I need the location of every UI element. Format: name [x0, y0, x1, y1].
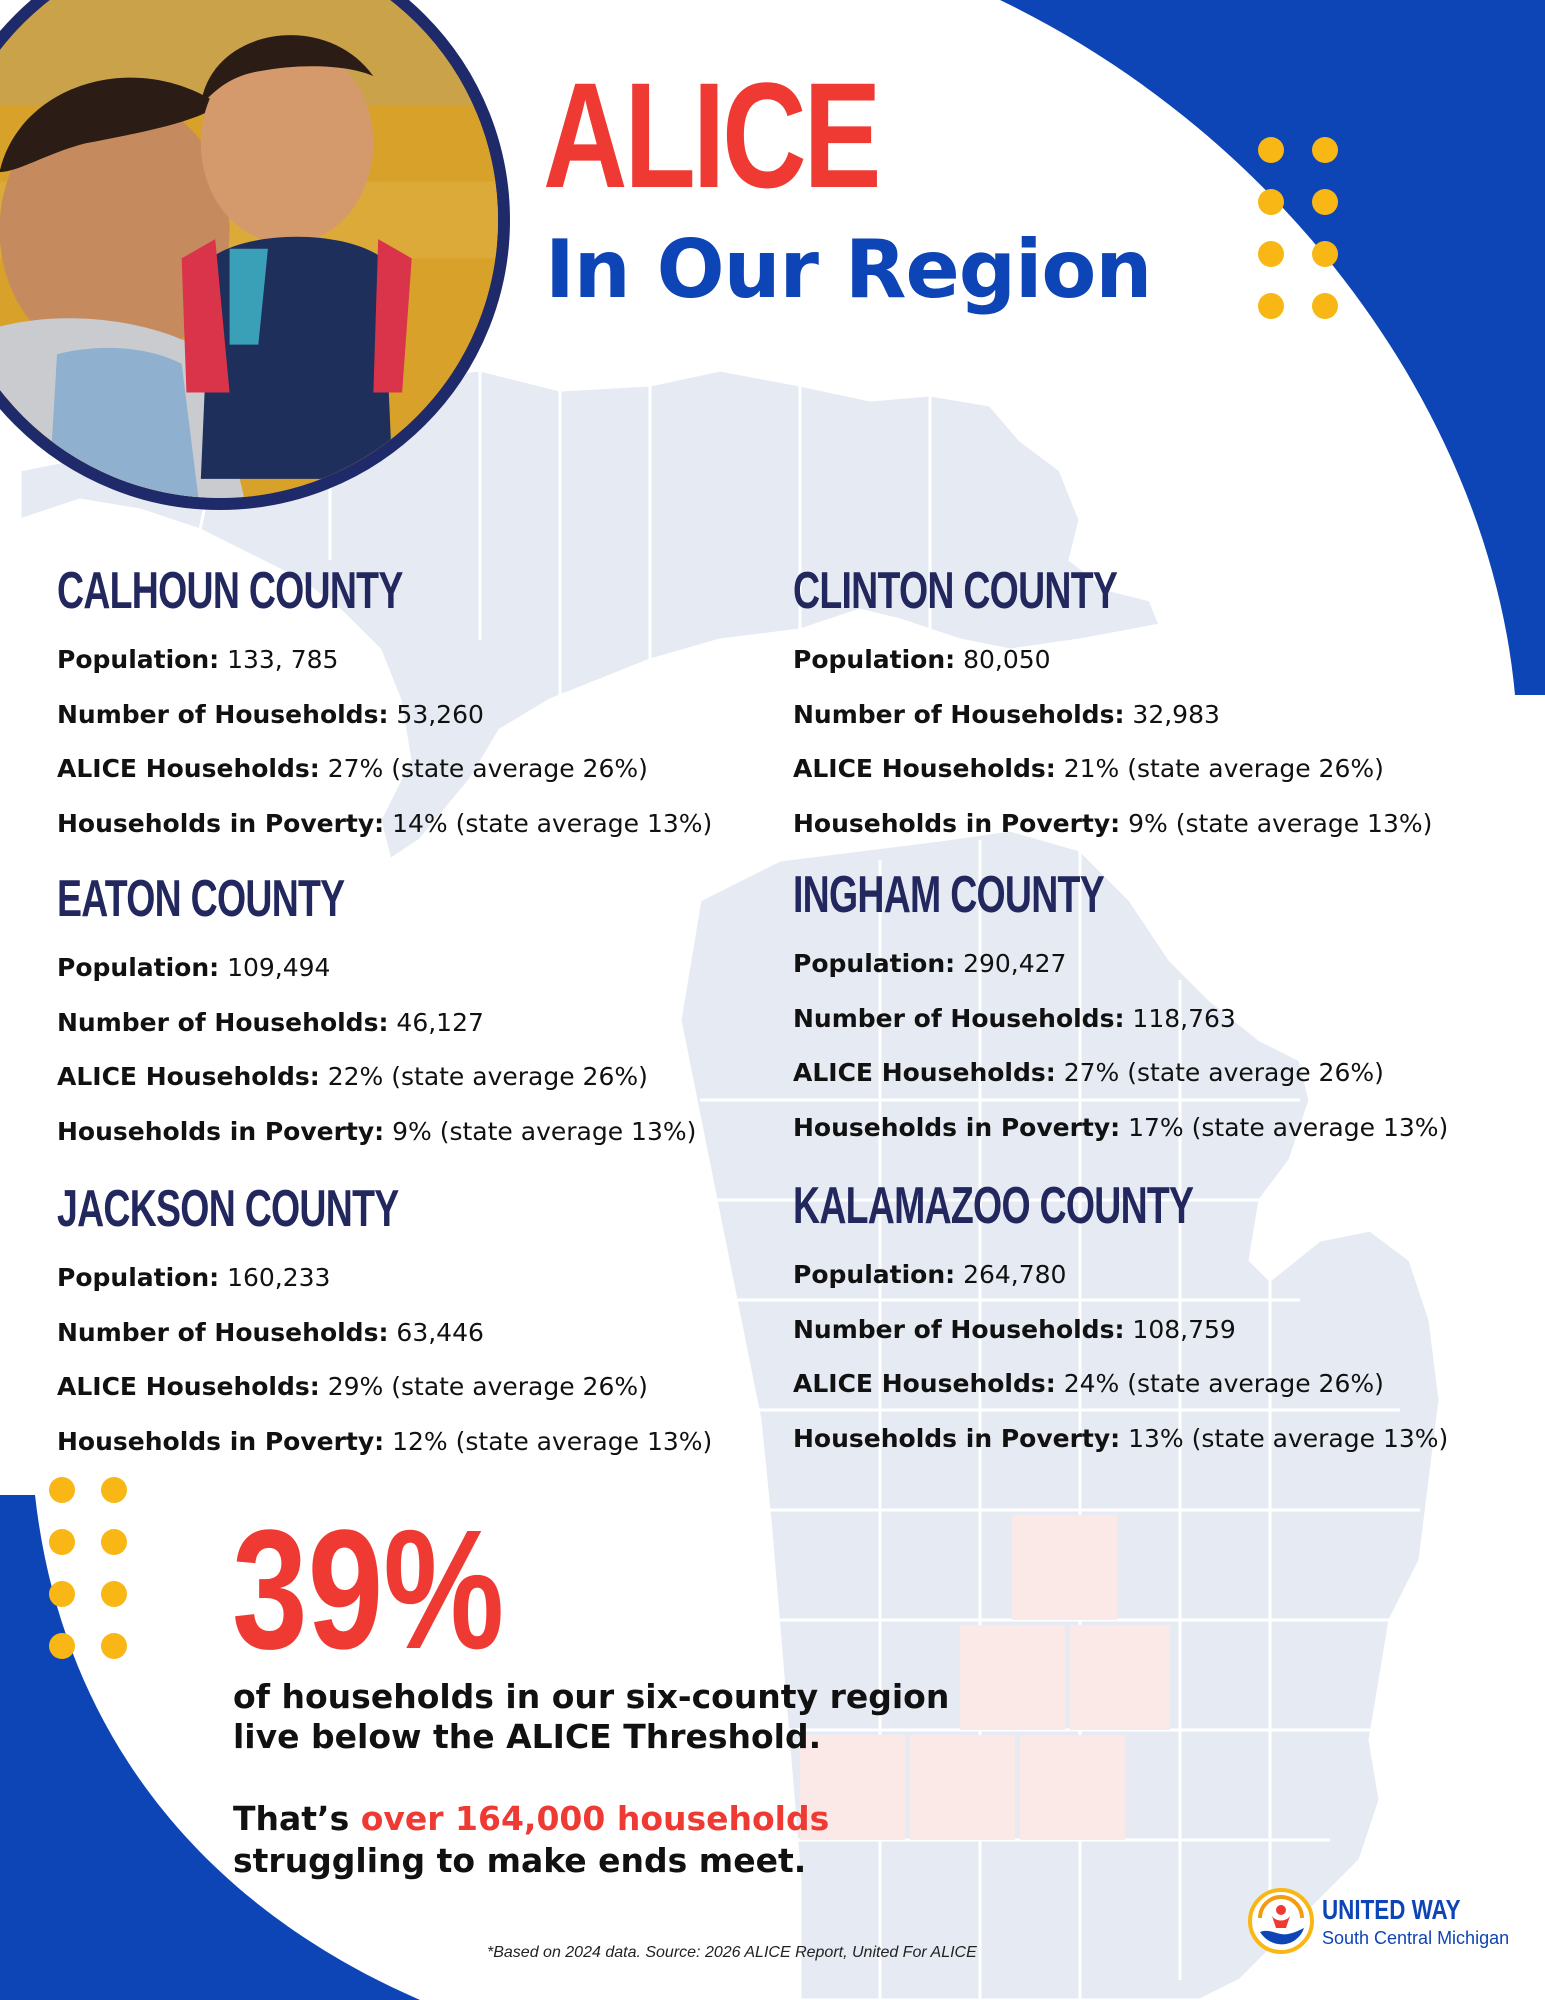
population-row: Population: 109,494 — [57, 953, 331, 982]
united-way-logo — [1248, 1888, 1538, 1958]
households-row: Number of Households: 46,127 — [57, 1007, 484, 1037]
county-block-calhoun — [57, 562, 713, 851]
highlight-line-3 — [233, 1798, 829, 1840]
alice-households-row: ALICE Households: 21% (state average 26%) — [793, 754, 1384, 783]
county-name: CLINTON COUNTY — [793, 562, 1118, 620]
alice-households-row: ALICE Households: 24% (state average 26%) — [793, 1369, 1384, 1398]
poverty-row: Households in Poverty: 12% (state average 13%) — [57, 1426, 713, 1456]
highlight-line-4: struggling to make ends meet. — [233, 1841, 807, 1880]
households-row: Number of Households: 108,759 — [793, 1314, 1236, 1344]
logo-subtitle: South Central Michigan — [1322, 1928, 1510, 1948]
poverty-row: Households in Poverty: 14% (state average 13%) — [57, 808, 713, 838]
county-block-clinton — [793, 562, 1433, 851]
county-name: JACKSON COUNTY — [57, 1180, 399, 1238]
poverty-row: Households in Poverty: 9% (state average 13%) — [793, 808, 1433, 838]
county-block-ingham — [793, 866, 1449, 1155]
poverty-row: Households in Poverty: 9% (state average 13%) — [57, 1116, 697, 1146]
county-block-jackson — [57, 1180, 713, 1469]
poverty-row: Households in Poverty: 17% (state average 13%) — [793, 1112, 1449, 1142]
alice-households-row: ALICE Households: 29% (state average 26%) — [57, 1372, 648, 1401]
highlight-households-count: over 164,000 households — [360, 1799, 830, 1838]
page-title: ALICE — [543, 51, 879, 219]
highlight-line-2: live below the ALICE Threshold. — [233, 1717, 822, 1756]
logo-name: UNITED WAY — [1322, 1894, 1461, 1925]
alice-households-row: ALICE Households: 27% (state average 26%) — [57, 754, 648, 783]
households-row: Number of Households: 53,260 — [57, 699, 484, 729]
page-subtitle: In Our Region — [545, 223, 1152, 316]
highlight-line-1: of households in our six-county region — [233, 1677, 950, 1716]
households-row: Number of Households: 63,446 — [57, 1317, 484, 1347]
highlight-line-3-prefix: That’s — [233, 1799, 361, 1838]
decorative-dots-bottom — [49, 1477, 129, 1667]
county-name: KALAMAZOO COUNTY — [793, 1177, 1194, 1235]
county-name: EATON COUNTY — [57, 870, 345, 928]
united-way-hand-icon — [1248, 1888, 1314, 1954]
county-name: INGHAM COUNTY — [793, 866, 1104, 924]
highlight-percent: 39% — [232, 1495, 505, 1685]
decorative-dots-top — [1258, 137, 1338, 327]
population-row: Population: 80,050 — [793, 645, 1051, 674]
population-row: Population: 290,427 — [793, 949, 1067, 978]
poverty-row: Households in Poverty: 13% (state average 13%) — [793, 1423, 1449, 1453]
population-row: Population: 133, 785 — [57, 645, 339, 674]
father-son-illustration — [0, 0, 498, 498]
households-row: Number of Households: 32,983 — [793, 699, 1220, 729]
households-row: Number of Households: 118,763 — [793, 1003, 1236, 1033]
population-row: Population: 264,780 — [793, 1260, 1067, 1289]
county-block-kalamazoo — [793, 1177, 1449, 1466]
population-row: Population: 160,233 — [57, 1263, 331, 1292]
county-block-eaton — [57, 870, 697, 1159]
alice-households-row: ALICE Households: 27% (state average 26%) — [793, 1058, 1384, 1087]
source-footnote: *Based on 2024 data. Source: 2026 ALICE Report, United For ALICE — [487, 1944, 977, 1961]
county-name: CALHOUN COUNTY — [57, 562, 403, 620]
alice-households-row: ALICE Households: 22% (state average 26%) — [57, 1062, 648, 1091]
